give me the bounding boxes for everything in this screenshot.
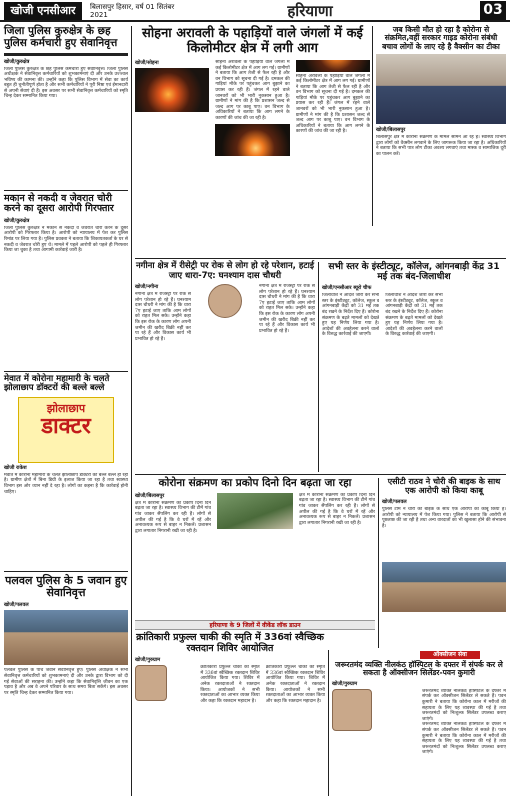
column-divider [372, 26, 373, 226]
issue-date: बिलासपुर हिसार, वर्ष 01 सितंबर 2021 [90, 3, 175, 19]
story-headline: मेवात में कोरोना महामारी के चलते झोलाछाप डॉक्टरों की बल्ले बल्ले [4, 373, 110, 394]
lead-story [135, 26, 370, 56]
news-photo [382, 562, 506, 612]
graphic-text: डाक्टर [41, 413, 91, 439]
divider [4, 190, 128, 191]
story-headline: मकान से नकदी व जेवरात चोरी करने का दूसरा आरोपी गिरफ्तार [4, 192, 114, 215]
story-headline: क्रांतिकारी प्रफुल्ल चाकी की स्मृति में 336वां स्वैच्छिक रक्तदान शिविर आयोजित [136, 632, 324, 654]
story-body: क्षेत्र में कोरोना संक्रमण का प्रकोप दिनों दिन बढ़ता जा रहा है। स्वास्थ्य विभाग की टीमें गांव गांव जाकर सैंपलिंग कर रही हैं। लोगों से अपील की गई है कि वे घरों में रहें और अनावश्यक रूप से बाहर न निकलें। प्रशासन द्वारा लगातार निगरानी रखी जा रही है। [299, 492, 375, 526]
story-body: जिलाधीश ने आदेश जारी कर सभी स्तर के इंस्टीट्यूट, कॉलेज, स्कूल व आंगनबाड़ी केंद्रों को 31 मई तक बंद रखने के निर्देश दिए हैं। कोरोना संक्रमण के बढ़ते मामलों को देखते हुए यह निर्णय लिया गया है। आदेशों की अवहेलना करने वालों के विरुद्ध कार्रवाई की जाएगी। [385, 293, 443, 338]
person-photo [208, 284, 242, 318]
divider [4, 571, 128, 572]
story-body: जिला पुलिस कुरुक्षेत्र ने मकान से नकदी व जेवरात चोरी करने के दूसरे आरोपी को गिरफ्तार किया है। आरोपी को न्यायालय में पेश कर पुलिस रिमांड पर लिया गया है। पुलिस प्रवक्ता ने बताया कि शिकायतकर्ता के घर से नकदी व जेवरात चोरी हुए थे। मामले में पहले आरोपी को पहले ही गिरफ्तार किया जा चुका है तथा आगामी कार्रवाई जारी है। [4, 225, 128, 254]
section-tag: ऑक्सीजन सेवा [420, 651, 480, 659]
lead-headline: सोहना अरावली के पहाड़ियों वाले जंगलों में कई किलोमीटर क्षेत्र में लगी आग [142, 26, 363, 56]
news-photo [376, 54, 506, 124]
jholachhap-graphic [18, 397, 114, 463]
graphic-text: झोलाछाप [46, 401, 86, 415]
story-block [135, 633, 325, 798]
lead-story-body-area [135, 60, 370, 255]
page-number: 03 [480, 1, 506, 20]
story-body: जरूरतमंद व्यक्ति नीलकंठ हॉस्पिटल के दफ्तर में संपर्क कर ऑक्सीजन सिलेंडर ले सकते हैं। पवन कुमारी ने बताया कि कोरोना काल में मरीजों की सहायता के लिए यह व्यवस्था की गई है तथा जरूरतमंदों को निःशुल्क सिलेंडर उपलब्ध कराए जाएंगे। [422, 722, 506, 756]
story-body: क्षेत्र में कोरोना संक्रमण का प्रकोप दिनों दिन बढ़ता जा रहा है। स्वास्थ्य विभाग की टीमें गांव गांव जाकर सैंपलिंग कर रही हैं। लोगों से अपील की गई है कि वे घरों में रहें और अनावश्यक रूप से बाहर न निकलें। प्रशासन द्वारा लगातार निगरानी रखी जा रही है। [135, 500, 211, 534]
story-body: जरूरतमंद व्यक्ति नीलकंठ हॉस्पिटल के दफ्तर में संपर्क कर ऑक्सीजन सिलेंडर ले सकते हैं। पवन कुमारी ने बताया कि कोरोना काल में मरीजों की सहायता के लिए यह व्यवस्था की गई है तथा जरूरतमंदों को निःशुल्क सिलेंडर उपलब्ध कराए जाएंगे। [422, 688, 506, 722]
byline: खोजी/पलवल [4, 602, 29, 609]
divider [4, 53, 128, 56]
person-photo [332, 689, 372, 731]
story-body: सोहना अरावली के पहाड़ियों वाले जंगलों में कई किलोमीटर क्षेत्र में आग लग गई। ग्रामीणों ने बताया कि आग तेजी से फैल रही है और वन विभाग को सूचना दी गई है। दमकल की गाड़ियां मौके पर पहुंचकर आग बुझाने का प्रयास कर रही हैं। जंगल में रहने वाले जानवरों को भी भारी नुकसान हुआ है। ग्रामीणों ने मांग की है कि प्रशासन जल्द से जल्द आग पर काबू पाए। वन विभाग के अधिकारियों ने बताया कि आग लगने के कारणों की जांच की जा रही है। [295, 73, 370, 135]
byline: खोजी/एनसीआर ब्यूरो चीफ [322, 285, 372, 292]
byline: खोजी/कुरुक्षेत्र [4, 217, 30, 224]
story-body: क्रांतिकारी प्रफुल्ल चाकी की स्मृति में 336वां स्वैच्छिक रक्तदान शिविर आयोजित किया गया। शिविर में अनेक रक्तदाताओं ने रक्तदान किया। आयोजकों ने सभी रक्तदाताओं का आभार व्यक्त किया और कहा कि रक्तदान महादान है। [200, 665, 260, 704]
divider [135, 474, 506, 475]
news-photo [4, 610, 128, 665]
right-column [376, 26, 506, 226]
story-body: जिलाधीश ने आदेश जारी कर सभी स्तर के इंस्टीट्यूट, कॉलेज, स्कूल व आंगनबाड़ी केंद्रों को 31 मई तक बंद रखने के निर्देश दिए हैं। कोरोना संक्रमण के बढ़ते मामलों को देखते हुए यह निर्णय लिया गया है। आदेशों की अवहेलना करने वालों के विरुद्ध कार्रवाई की जाएगी। [322, 293, 380, 338]
column-divider [131, 26, 132, 796]
news-photo [217, 493, 293, 529]
story-block [322, 262, 506, 472]
story-body: जिला पुलिस कुरुक्षेत्र के छह पुलिस कर्मचारी हुए सेवानिवृत्त। जिला पुलिस अधीक्षक ने सेवानिवृत्त कर्मचारियों को शुभकामनाएं दी और उनके उज्ज्वल भविष्य की कामना की। उन्होंने कहा कि पुलिस विभाग में सेवा का कार्य बहुत ही चुनौतीपूर्ण होता है और सभी कर्मचारियों ने पूरी निष्ठा एवं ईमानदारी से अपनी सेवाएं दी हैं। इस अवसर पर सभी सेवानिवृत्त कर्मचारियों को स्मृति चिन्ह देकर सम्मानित किया गया। [4, 66, 128, 100]
story-headline: पलवल पुलिस के 5 जवान हुए सेवानिवृत्त [5, 573, 127, 600]
story-body: पलवल पुलिस के पांच जवान सेवानिवृत्त हुए। पुलिस अधीक्षक ने सभी सेवानिवृत्त कर्मचारियों को शुभकामनाएं दी और उनके द्वारा विभाग को दी गई सेवाओं की सराहना की। उन्होंने कहा कि सेवानिवृत्ति जीवन का एक पड़ाव है और अब वे अपने परिवार के साथ समय बिता सकेंगे। इस अवसर पर स्मृति चिन्ह देकर सम्मानित किया गया। [4, 668, 128, 696]
divider [4, 371, 128, 372]
story-body: बिलासपुर क्षेत्र में कोरोना संक्रमण के मामले सामने आ रहे हैं। स्वास्थ्य विभाग द्वारा लोगों को वैक्सीन लगवाने के लिए जागरूक किया जा रहा है। अधिकारियों ने बताया कि सभी पात्र लोग टीका अवश्य लगवाएं तथा मास्क व सामाजिक दूरी का पालन करें। [376, 135, 506, 157]
byline: खोजी/गुरुग्राम [332, 680, 358, 687]
fire-photo [135, 68, 209, 112]
story-body: क्रांतिकारी प्रफुल्ल चाकी की स्मृति में 336वां स्वैच्छिक रक्तदान शिविर आयोजित किया गया। शिविर में अनेक रक्तदाताओं ने रक्तदान किया। आयोजकों ने सभी रक्तदाताओं का आभार व्यक्त किया और कहा कि रक्तदान महादान है। [265, 665, 325, 704]
section-title: हरियाणा [287, 2, 333, 20]
divider [135, 258, 506, 259]
story-headline: जरूरतमंद व्यक्ति नीलकंठ हॉस्पिटल के दफ्तर में संपर्क कर ले सकता है ऑक्सीजन सिलेंडर-पवन कुमारी [335, 660, 503, 678]
byline: खोजी/कुरुक्षेत्र [4, 58, 30, 65]
story-headline: सभी स्तर के इंस्टीट्यूट, कॉलेज, आंगनबाड़ी केंद्र 31 मई तक बंद-जिलाधीश [328, 262, 500, 283]
column-divider [318, 262, 319, 472]
byline: खोजी/गुरुग्राम [135, 657, 161, 664]
story-body: पुलिस टीम ने चोरी की बाइक के साथ एक आरोपी को काबू किया है। आरोपी को न्यायालय में पेश किया गया। पुलिस ने बताया कि आरोपी से पूछताछ की जा रही है तथा अन्य वारदातों का भी खुलासा होने की संभावना है। [382, 506, 506, 529]
story-block [332, 661, 506, 798]
newspaper-logo: खोजी एनसीआर [4, 2, 82, 20]
photo-credit: खोजी राकेश [4, 464, 27, 471]
story-block [382, 478, 506, 648]
person-photo [135, 665, 167, 701]
story-block [135, 262, 315, 472]
byline: खोजी/बिलासपुर [376, 127, 406, 134]
byline: खोजी/नगीना [135, 284, 159, 291]
column-divider [328, 650, 329, 796]
story-headline: नगीना क्षेत्र में रीसेट्री पर रोक से लोग हो रहे परेशान, हटाई जाए धारा-7ए: घनश्याम दास चौधरी [135, 261, 315, 281]
story-body: नगीना क्षेत्र में रजिस्ट्री पर रोक से लोग परेशान हो रहे हैं। घनश्याम दास चौधरी ने मांग की है कि धारा 7ए हटाई जाए ताकि आम लोगों को राहत मिल सके। उन्होंने कहा कि इस रोक के कारण लोग अपनी जमीन की खरीद बिक्री नहीं कर पा रहे हैं और विकास कार्य भी प्रभावित हो रहे हैं। [259, 284, 315, 334]
lockdown-banner: हरियाणा के 9 जिलों में वीकेंड लॉक डाउन [135, 620, 375, 630]
story-headline: एसीटी राठव ने चोरी की बाइक के साथ एक आरोपी को किया काबू [387, 477, 501, 495]
byline: खोजी/सोहना [135, 60, 159, 66]
story-body: मेवात में कोरोना महामारी के चलते झोलाछाप डॉक्टरों की बल्ले बल्ले हो रही है। ग्रामीण क्षेत्रों में बिना डिग्री के इलाज किया जा रहा है तथा स्वास्थ्य विभाग इस ओर ध्यान नहीं दे रहा है। लोगों का कहना है कि कार्रवाई होनी चाहिए। [4, 472, 128, 495]
story-body: सोहना अरावली के पहाड़ियों वाले जंगलों में कई किलोमीटर क्षेत्र में आग लग गई। ग्रामीणों ने बताया कि आग तेजी से फैल रही है और वन विभाग को सूचना दी गई है। दमकल की गाड़ियां मौके पर पहुंचकर आग बुझाने का प्रयास कर रही हैं। जंगल में रहने वाले जानवरों को भी भारी नुकसान हुआ है। ग्रामीणों ने मांग की है कि प्रशासन जल्द से जल्द आग पर काबू पाए। वन विभाग के अधिकारियों ने बताया कि आग लगने के कारणों की जांच की जा रही है। [215, 60, 290, 121]
story-body: नगीना क्षेत्र में रजिस्ट्री पर रोक से लोग परेशान हो रहे हैं। घनश्याम दास चौधरी ने मांग की है कि धारा 7ए हटाई जाए ताकि आम लोगों को राहत मिल सके। उन्होंने कहा कि इस रोक के कारण लोग अपनी जमीन की खरीद बिक्री नहीं कर पा रहे हैं और विकास कार्य भी प्रभावित हो रहे हैं। [135, 292, 191, 342]
byline: खोजी/बिलासपुर [135, 492, 165, 499]
left-column [4, 26, 128, 796]
story-headline: जिला पुलिस कुरुक्षेत्र के छह पुलिस कर्मचारी हुए सेवानिवृत्त [4, 25, 118, 49]
story-headline: कोरोना संक्रमण का प्रकोप दिनो दिन बढ़ता जा रहा [158, 477, 352, 489]
column-divider [378, 478, 379, 648]
story-block [135, 478, 375, 618]
byline: खोजी/पलवल [382, 498, 407, 505]
story-headline: जब किसी मौत हो रहा है कोरोना से संक्रमित,वहीं सरकार गाइड कोरोना संबंधी बचाव लोगों के लाए रहे है वैक्सीन का टीका [382, 25, 500, 51]
